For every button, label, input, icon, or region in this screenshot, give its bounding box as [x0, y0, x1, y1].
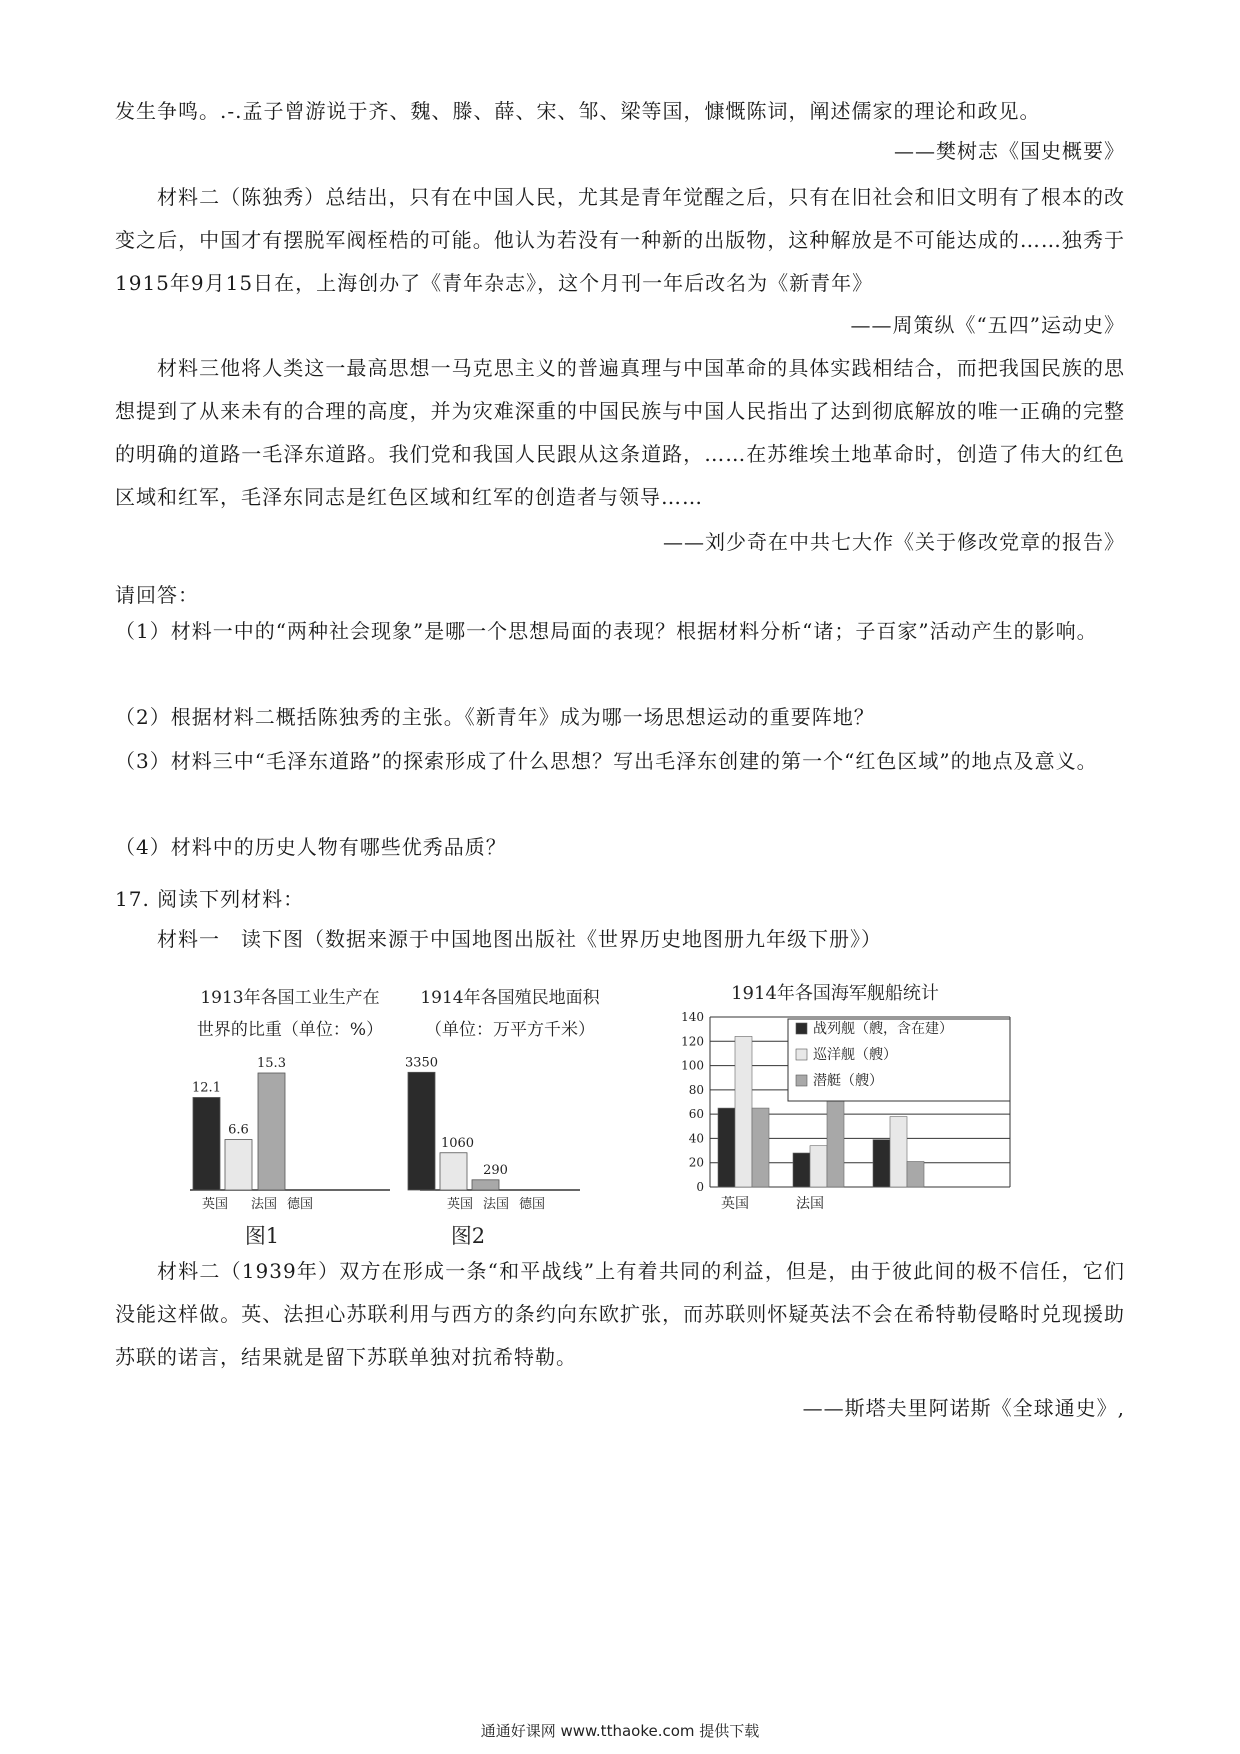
fig3-bar-s3-c3 [907, 1162, 924, 1188]
citation-1: ——樊树志《国史概要》 [894, 139, 1125, 163]
material3-text: 材料三他将人类这一最高思想一马克思主义的普遍真理与中国革命的具体实践相结合，而把我国民族的思想提到了从来未有的合理的高度，并为灾难深重的中国民族与中国人民指出了达到彻底解放的唯一正确的完整的明确的道路一毛泽东道路。我们党和我国人民跟从这条道路，……在苏维埃土地革命时，创造了伟大的红色区域和红军，毛泽东同志是红色区域和红军的创造者与领导…… [115, 356, 1125, 509]
fig3-y-tick-60: 60 [688, 1107, 704, 1122]
fig3-y-tick-140: 140 [681, 1010, 704, 1024]
fig2-title-line2: （单位：万平方千米） [425, 1020, 595, 1040]
fig3-bar-s3-c2 [827, 1096, 844, 1187]
figure-2 [400, 975, 620, 1254]
fig3-legend-label-1: 战列舰（艘，含在建） [813, 1021, 953, 1037]
citation-4: ——斯塔夫里阿诺斯《全球通史》, [802, 1396, 1125, 1420]
fig1-title-line2: 世界的比重（单位：%） [196, 1020, 384, 1040]
fig3-y-tick-40: 40 [688, 1131, 704, 1146]
figure-2-chart [400, 975, 620, 1250]
fig3-title: 1914年各国海军舰船统计 [731, 983, 939, 1004]
fig3-bar-s1-c2 [793, 1153, 810, 1187]
fig1-cat-1: 英国 [201, 1197, 229, 1212]
fig3-y-tick-0: 0 [696, 1180, 704, 1194]
fig3-bar-s1-c3 [873, 1140, 890, 1187]
fig3-bar-s3-c1 [752, 1108, 769, 1187]
figure-3-chart [660, 975, 1020, 1250]
q17-material2-text: 材料二（1939年）双方在形成一条“和平战线”上有着共同的利益，但是，由于彼此间的极不信任，它们没能这样做。英、法担心苏联利用与西方的条约向东欧扩张，而苏联则怀疑英法不会在希特勒侵略时兑现援助苏联的诺言，结果就是留下苏联单独对抗希特勒。 [115, 1259, 1125, 1369]
fig3-legend-label-3: 潜艇（艘） [813, 1073, 883, 1089]
fig1-caption: 图1 [244, 1224, 280, 1248]
fig1-value-label-2: 6.6 [228, 1122, 249, 1138]
fig1-title-line1: 1913年各国工业生产在 [200, 988, 380, 1008]
fig2-cat-2: 法国 [482, 1197, 510, 1212]
fig2-bar-2 [440, 1153, 467, 1190]
fig1-value-label-1: 12.1 [192, 1080, 221, 1096]
q17-material1-intro: 材料一 读下图（数据来源于中国地图出版社《世界历史地图册九年级下册》） [157, 927, 882, 951]
fig2-cat-1: 英国 [446, 1197, 474, 1212]
figure-1-chart [180, 975, 400, 1250]
fig3-y-tick-80: 80 [688, 1082, 704, 1097]
fig3-legend-swatch-3 [796, 1075, 807, 1086]
fig1-bar-1 [193, 1097, 220, 1190]
fig3-bar-s2-c1 [735, 1036, 752, 1187]
fig2-bar-1 [408, 1072, 435, 1190]
figure-3 [660, 975, 1020, 1254]
answer-prompt: 请回答： [115, 583, 199, 607]
fig2-title-line1: 1914年各国殖民地面积 [420, 988, 600, 1008]
citation-3: ——刘少奇在中共七大作《关于修改党章的报告》 [663, 530, 1125, 554]
citation-2: ——周策纵《“五四”运动史》 [850, 313, 1125, 337]
fig3-bar-s2-c2 [810, 1146, 827, 1187]
fig3-legend-swatch-1 [796, 1023, 807, 1034]
fig1-bar-2 [225, 1140, 252, 1190]
fig2-value-label-1: 3350 [404, 1055, 439, 1071]
fig3-bar-s1-c1 [718, 1108, 735, 1187]
question-3: （3）材料三中“毛泽东道路”的探索形成了什么思想？写出毛泽东创建的第一个“红色区域”的地点及意义。 [115, 749, 1098, 773]
fig2-value-label-2: 1060 [440, 1135, 475, 1151]
material1-tail: 发生争鸣。.-.孟子曾游说于齐、魏、滕、薛、宋、邹、梁等国，慷慨陈词，阐述儒家的理论和政见。 [115, 99, 1041, 123]
fig2-bar-3 [472, 1180, 499, 1190]
fig3-legend-label-2: 巡洋舰（艘） [813, 1047, 897, 1063]
footer-text: 通通好课网 www.tthaoke.com 提供下载 [480, 1722, 760, 1740]
fig3-bar-s2-c3 [890, 1117, 907, 1187]
fig3-y-tick-120: 120 [681, 1034, 704, 1049]
fig1-bar-3 [258, 1073, 285, 1190]
q17-title: 17. 阅读下列材料： [115, 887, 305, 911]
question-1: （1）材料一中的“两种社会现象”是哪一个思想局面的表现？根据材料分析“诸；子百家”活动产生的影响。 [115, 619, 1098, 643]
fig1-cat-2: 法国 [250, 1197, 278, 1212]
figure-1 [180, 975, 400, 1254]
question-4: （4）材料中的历史人物有哪些优秀品质？ [115, 835, 507, 859]
fig1-cat-3: 德国 [286, 1197, 314, 1212]
question-2: （2）根据材料二概括陈独秀的主张。《新青年》成为哪一场思想运动的重要阵地？ [115, 705, 875, 729]
fig2-cat-3: 德国 [518, 1197, 546, 1212]
fig3-cat-1: 英国 [721, 1196, 749, 1212]
material2-text: 材料二（陈独秀）总结出，只有在中国人民，尤其是青年觉醒之后，只有在旧社会和旧文明有了根本的改变之后，中国才有摆脱军阀桎梏的可能。他认为若没有一种新的出版物，这种解放是不可能达成的……独秀于1915年9月15日在，上海创办了《青年杂志》，这个月刊一年后改名为《新青年》 [115, 185, 1125, 295]
fig3-y-tick-100: 100 [681, 1058, 704, 1073]
fig1-value-label-3: 15.3 [257, 1056, 286, 1071]
fig3-legend-swatch-2 [796, 1049, 807, 1060]
fig3-cat-2: 法国 [796, 1196, 824, 1212]
fig2-caption: 图2 [450, 1224, 486, 1248]
fig2-value-label-3: 290 [483, 1162, 508, 1178]
fig3-y-tick-20: 20 [688, 1155, 704, 1170]
